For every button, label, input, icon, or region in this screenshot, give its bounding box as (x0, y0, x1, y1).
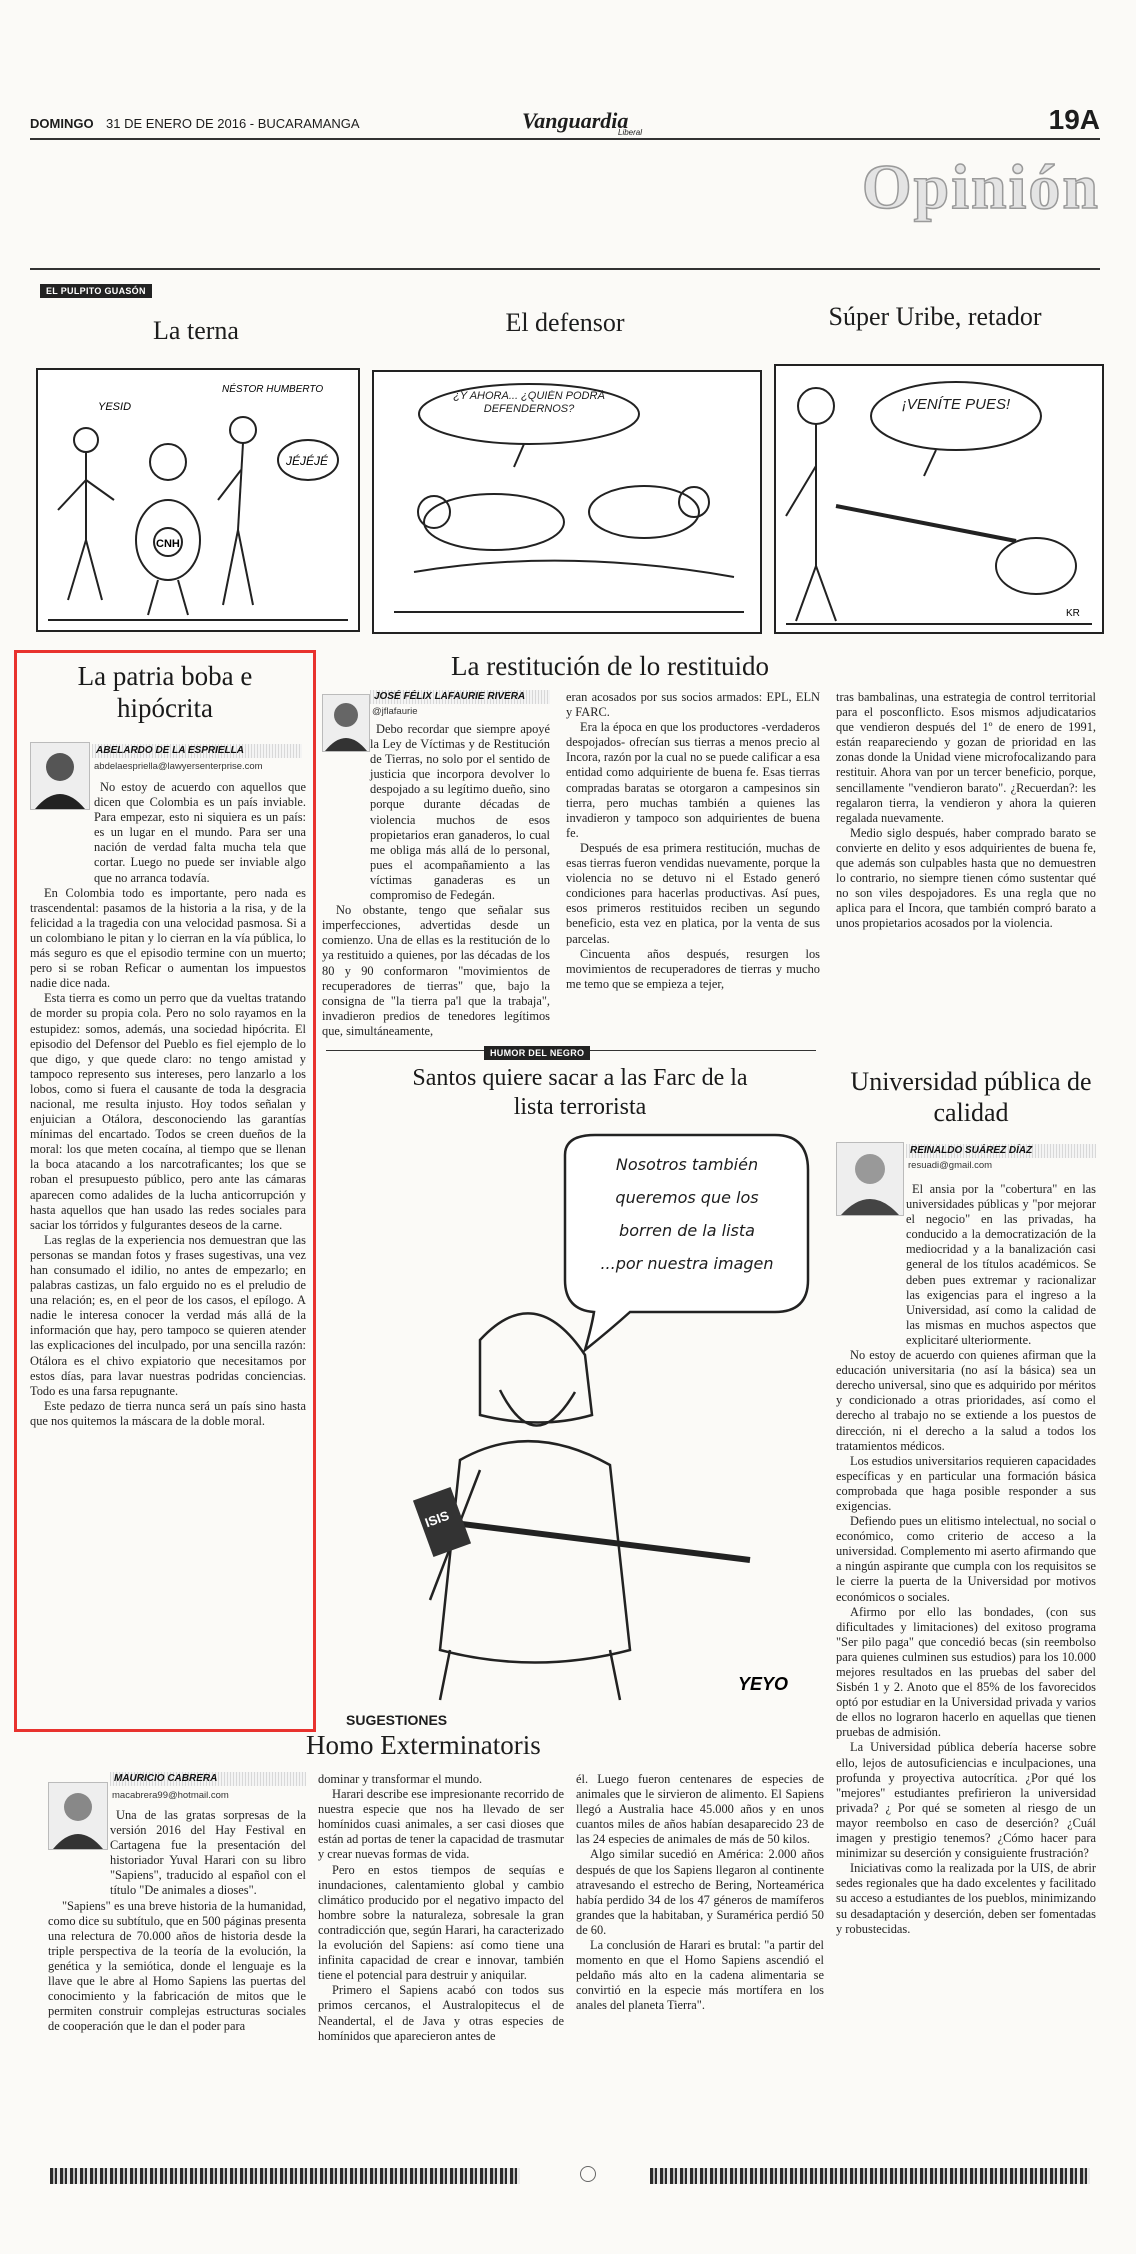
article-left-headline: La patria boba e hipócrita (77, 661, 253, 724)
cartoon-drawing-3 (776, 366, 1102, 632)
paragraph: La Universidad pública debería hacerse sobre ello, lejos de autosuficiencias e inculpaciones, una profunda y proyectiva autocrítica. ¿Por qué los "mejores" estudiantes prefirieron la universidad privada? ¿ Por qué se someten al riesgo de un mayor reembolso en caso de deserción? ¿Cuál imagen y prestigio tenemos? ¿Cómo hacer para minimizar su deserción y consiguiente frustración? (836, 1740, 1096, 1861)
cartoon-center-art (330, 1130, 820, 1710)
homo-col-1 (48, 1808, 306, 2138)
article-homo-byline: MAURICIO CABRERA (110, 1772, 306, 1786)
restitucion-col-2 (566, 690, 820, 1052)
article-restitucion-email: @jflafaurie (372, 706, 418, 717)
header-rule (30, 138, 1100, 140)
masthead-logo: Vanguardia (522, 108, 629, 133)
cartoon-center-headline: Santos quiere sacar a las Farc de la lista terrorista (412, 1065, 748, 1120)
header-date: 31 DE ENERO DE 2016 - BUCARAMANGA (106, 116, 360, 131)
header-day: DOMINGO (30, 116, 94, 131)
footer-registration-bar-left (50, 2168, 520, 2184)
panel-3-signature: KR (1066, 608, 1080, 619)
paragraph: él. Luego fueron centenares de especies de animales que le sirvieron de alimento. El Sapiens llegó a Australia hace 45.000 años y en unos cuantos miles de años habían desaparecido 23 de las 24 especies de animales de más de 50 kilos. (576, 1772, 824, 1847)
paragraph: Defiendo pues un elitismo intelectual, no social o económico, como criterio de acceso a la universidad. Complemento mi aserto afirmando que a ningún aspirante que cumpla con los requisitos se le cierre la puerta de la Universidad por motivos económicos o sociales. (836, 1514, 1096, 1604)
paragraph: Iniciativas como la realizada por la UIS, de abrir sedes regionales que ha dado excelentes y facilitado su acceso a estudiantes de los pueblos, minimizando su desadaptación y deserción, deben ser fomentadas y robustecidas. (836, 1861, 1096, 1936)
paragraph: tras bambalinas, una estrategia de control territorial para el posconflicto. Esos mismos adjudicatarios que vendieron después del 1º de enero de 1991, están reapareciendo y gozan de prioridad en las zonas donde la Unidad viene microfocalizando para restituir. Ahora van por un tercer beneficio, porque, sencillamente "vendieron barato". ¿Recuerdan?: les regalaron tierra, la vendieron y ahora la quieren regalada nuevamente. (836, 690, 1096, 825)
paragraph: No obstante, tengo que señalar sus imperfecciones, advertidas desde un comienzo. Una de ellas es la restitución de lo ya restituido a quienes, por las décadas de los 80 y 90 conformaron "movimientos de recuperadores de tierras" que, bajo la consigna de "la tierra pa'l que la trabaja", invadieron predios de tenedores legítimos que, simultáneamente, (322, 903, 550, 1038)
article-universidad-byline: REINALDO SUÁREZ DÍAZ (906, 1144, 1096, 1158)
restitucion-col-1 (322, 722, 550, 1052)
paragraph: Cincuenta años después, resurgen los movimientos de recuperadores de tierras y mucho me temo que se empieza a tejer, (566, 946, 820, 991)
laugh-label: JÉJÉJÉ (286, 454, 329, 468)
page-header (30, 104, 1100, 137)
paragraph: "Sapiens" es una breve historia de la humanidad, como dice su subtítulo, que en 500 páginas presenta una relectura de 70.000 años de historia desde la triple perspectiva de la teoría de la evolución, la genética y la semiótica, donde el lenguaje es la llave que le abre al Homo Sapiens las puertas del conocimiento y la fabricación de mitos que le permiten construir complejas estructuras sociales de cooperación que le dan el poder para (48, 1898, 306, 2034)
paragraph: Afirmo por ello las bondades, (con sus dificultades y limitaciones) del exitoso programa "Ser pilo paga" que concedió becas (sin reembolso para quienes culminen sus estudios) para los 10.000 mejores resultados en las pruebas del saber del Sisbén 1 y 2. Anoto que el 85% de los favorecidos optó por estudiar en la Universidad privada y varios de ellos no lograron hacerlo en aquellas que tienen pruebas de admisión. (836, 1604, 1096, 1740)
section-rule (30, 268, 1100, 270)
footer-registration-mark (580, 2166, 596, 2182)
article-left-email: abdelaespriella@lawyersenterprise.com (94, 761, 263, 772)
paragraph: Los estudios universitarios requieren capacidades específicas y en particular una formación básica comprobada que haga posible responder a sus exigencias. (836, 1453, 1096, 1513)
paragraph: Medio siglo después, haber comprado barato se convierte en delito y esos adquirientes de buena fe, que además son culpables hasta que no demuestren lo contrario, no siempre tienen cómo sustentar qué no son viles despojadores. Es una regla que no aplica para el Incora, que también compró barato a unos propietarios acosados por la violencia. (836, 825, 1096, 931)
paragraph: Después de esa primera restitución, muchas de esas tierras fueron vendidas nuevamente, porque la violencia no se detuvo ni el Estado generó condiciones para hacerlas productivas. Así pues, esos primeros restituidos reciben un segundo beneficio, esta vez en platica, por la venta de sus parcelas. (566, 840, 820, 946)
article-universidad-headline: Universidad pública de calidad (850, 1067, 1092, 1128)
paragraph: Este pedazo de tierra nunca será un país sino hasta que nos quitemos la máscara de la doble moral. (30, 1398, 306, 1428)
cartoon-drawing-2 (374, 372, 760, 632)
bubble-line: queremos que los (615, 1188, 759, 1207)
bubble-line: Nosotros también (615, 1155, 759, 1174)
yesid-label: YESID (98, 401, 132, 413)
paragraph: Debo recordar que siempre apoyé la Ley de Víctimas y de Restitución de Tierras, no solo por el sentido de justicia que incorpora devolver lo despojado a su legítimo dueño, sino porque durante décadas de violencia muchos de esos propietarios eran ganaderos, lo cual me obliga más allá de lo personal, pues el acompañamiento a las víctimas ganaderas es un compromiso de Fedegán. (370, 722, 550, 903)
homo-col-3 (576, 1772, 824, 2138)
article-restitucion-headline: La restitución de lo restituido (451, 651, 769, 681)
bubble-line: ...por nuestra imagen (600, 1254, 774, 1273)
paragraph: Harari describe ese impresionante recorrido de nuestra especie que nos ha llevado de ser homínidos cuasi animales, a ser casi dioses que están ad portas de tener la capacidad de trasmutar y crear nuevas formas de vida. (318, 1787, 564, 1862)
article-homo-headline: Homo Exterminatoris (306, 1730, 541, 1760)
paragraph: Las reglas de la experiencia nos demuestran que las personas se mandan fotos y frases sugestivas, una vez han consumado el idilio, no antes de empezarlo; en palabras castizas, un falo erguido no es el preludio de una relación; es, en el peor de los casos, el epílogo. A nadie le interesa conocer la verdad más allá de la información que hay, pero tampoco se quieren atender las explicaciones del inculpado, por una sencilla razón: Otálora es el chivo expiatorio que necesitamos por estos días, para lavar nuestras podridas conciencias. Todo es una farsa repugnante. (30, 1232, 306, 1398)
panel-3-bubble: ¡VENÍTE PUES! (901, 396, 1011, 413)
cartoon-drawing-1 (38, 370, 358, 630)
panel-2-bubble: ¿Y AHORA... ¿QUIÉN PODRÁ DEFENDERNOS? (453, 390, 605, 415)
paragraph: La conclusión de Harari es brutal: "a partir del momento en que el Homo Sapiens ascendió el peldaño más alto en la cadena alimentaria se convirtió en la especie más mortífera en los anales del planeta Tierra". (576, 1938, 824, 2013)
panel-1-title: La terna (153, 316, 239, 345)
cartoon-strip-tag: EL PULPITO GUASÓN (40, 284, 152, 298)
article-left-body (30, 780, 306, 1720)
paragraph: En Colombia todo es importante, pero nada es trascendental: pasamos de la historia a la risa, y de la felicidad a la tragedia con una velocidad pasmosa. Si a un colombiano le pitan y lo cierran en la vía pública, lo más seguro es que el episodio termine con un muerto; pero si se roban Reficar o aumentan los impuestos nadie dice nada. (30, 885, 306, 991)
homo-col-2 (318, 1772, 564, 2138)
paragraph: Esta tierra es como un perro que da vueltas tratando de morder su propia cola. Pero no solo rayamos en la estupidez: somos, además, una sociedad hipócrita. El episodio del Defensor del Pueblo es fiel ejemplo de lo que digo, y que quede claro: no tengo amistad y tampoco represento sus intereses, pero lanzarlo a los lobos, como si fuera el causante de toda la desgracia nacional, me resulta injusto. Hoy todos señalan y enjuician a Otálora, desconociendo las garantías mínimas del encartado. Todos se creen dueños de la moral: los que meten cocaína, al tiempo que se llenan la boca atacando a los narcotraficantes; los que se roban el presupuesto público, pero ante las cámaras aparecen como adalides de la lucha anticorrupción y hasta aquellos que han usado las redes sociales para saciar los tórridos y fulgurantes deseos de la carne. (30, 991, 306, 1232)
cartoon-center-signature: YEYO (738, 1674, 789, 1694)
article-homo-kicker: SUGESTIONES (346, 1712, 448, 1728)
article-restitucion-byline: JOSÉ FÉLIX LAFAURIE RIVERA (370, 690, 550, 704)
page-number: 19A (1048, 104, 1100, 135)
paragraph: Una de las gratas sorpresas de la versión 2016 del Hay Festival en Cartagena fue la presentación del historiador Yuval Harari con su libro "Sapiens", traducido al español con el título "De animales a dioses". (110, 1808, 306, 1898)
paragraph: Primero el Sapiens acabó con todos sus primos cercanos, el Australopitecus el de Neandertal, el de Java y otras especies de homínidos que aparecieron antes de (318, 1983, 564, 2043)
cartoon-panel-2 (372, 370, 762, 634)
nestor-label: NÉSTOR HUMBERTO (222, 384, 324, 395)
paragraph: Era la época en que los productores -verdaderos despojados- ofrecían sus tierras a menos precio al Incora, razón por la cual no se puede calificar a esa entidad como adquiriente de buena fe. Esas tierras compradas baratas se otorgaron a campesinos sin tierra, pero muchas también a quienes las invadieron y tampoco son adquirientes de buena fe. (566, 720, 820, 840)
restitucion-col-3 (836, 690, 1096, 1052)
paragraph: No estoy de acuerdo con aquellos que dicen que Colombia es un país inviable. Para empezar, esto ni siquiera es un país: es un lugar en el mundo. Para ser una nación de verdad falta mucha tela que cortar. Luego no puede ser inviable algo que no arranca todavía. (94, 780, 306, 885)
cartoon-panel-1 (36, 368, 360, 632)
article-universidad-email: resuadi@gmail.com (908, 1160, 993, 1171)
isis-label: ISIS (422, 1507, 452, 1531)
article-homo-email: macabrera99@hotmail.com (112, 1790, 229, 1801)
section-title: Opinión (861, 151, 1100, 222)
paragraph: Pero en estos tiempos de sequías e inundaciones, calentamiento global y cambio climático producido por el negativo impacto del hombre sobre la naturaleza, sobresale la gran contradicción que, según Harari, ha caracterizado la evolución del Sapiens: así como tiene una infinita capacidad de crear e innovar, también tiene el potencial para destruir y aniquilar. (318, 1862, 564, 1983)
cnh-label: CNH (156, 538, 180, 550)
cartoon-center-tag: HUMOR DEL NEGRO (484, 1046, 590, 1060)
paragraph: No estoy de acuerdo con quienes afirman que la educación universitaria (no así la básica) sea un derecho universal, sino que es adquirido por méritos y condicionado a otras prioridades, así como el derecho al trabajo no se extiende a los puestos de dirección, ni el derecho a la salud a todos los tratamientos médicos. (836, 1348, 1096, 1453)
paragraph: dominar y transformar el mundo. (318, 1772, 483, 1786)
masthead-sub: Liberal (618, 128, 643, 137)
article-universidad-body (836, 1182, 1096, 2152)
bubble-line: borren de la lista (619, 1221, 755, 1240)
paragraph: eran acosados por sus socios armados: EPL, ELN y FARC. (566, 690, 820, 720)
paragraph: Algo similar sucedió en América: 2.000 años después de que los Sapiens llegaron al continente atravesando el estrecho de Bering, Norteamérica había perdido 34 de los 47 géneros de mamíferos grandes que la habitaban, y Suramérica perdió 50 de 60. (576, 1847, 824, 1937)
panel-2-title: El defensor (505, 308, 625, 337)
panel-3-title: Súper Uribe, retador (828, 302, 1042, 331)
article-left-byline: ABELARDO DE LA ESPRIELLA (92, 744, 302, 758)
paragraph: El ansia por la "cobertura" en las universidades públicas y "por mejorar el negocio" en las privadas, ha conducido a la democratización de la mediocridad y a la banalización casi general de los títulos académicos. Se deben pues extremar y racionalizar las exigencias para el ingreso a la Universidad, así como la calidad de las mismas en muchos aspectos que explicitaré ulteriormente. (906, 1182, 1096, 1347)
cartoon-panel-3 (774, 364, 1104, 634)
footer-registration-bar-right (650, 2168, 1090, 2184)
cartoon-center-bubble (582, 1148, 792, 1280)
